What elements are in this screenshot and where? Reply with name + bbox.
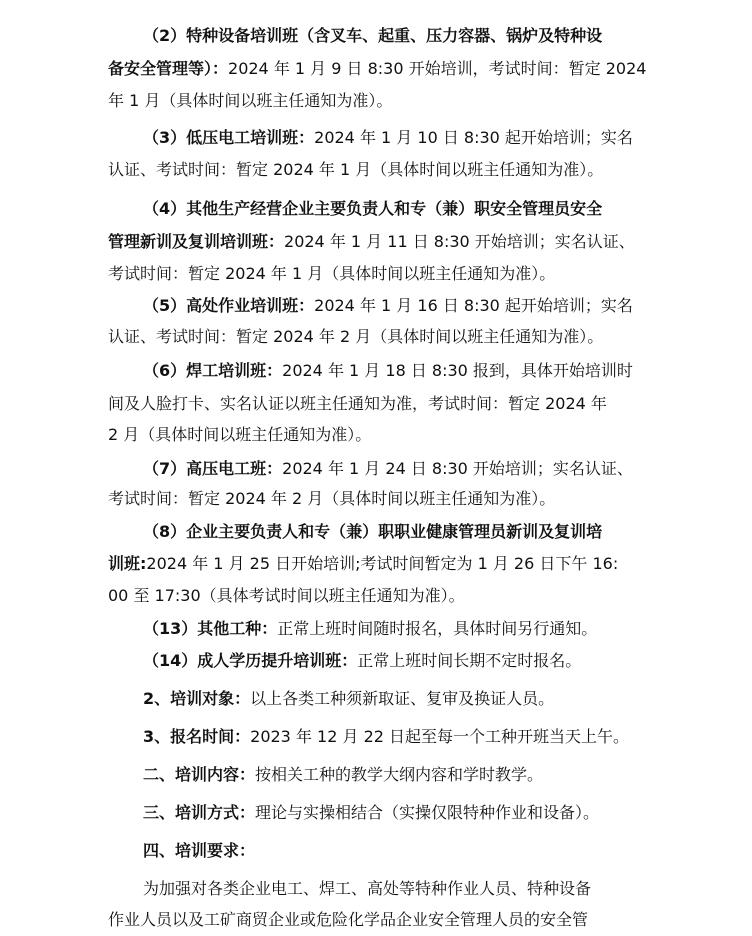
item-3-line-2 <box>108 160 603 180</box>
item-6-text: 2024 年 1 月 18 日 8:30 报到，具体开始培训时 <box>282 361 633 380</box>
section-3-title: 3、报名时间： <box>143 727 251 746</box>
item-6-line-3 <box>108 425 371 445</box>
item-5-line-2 <box>108 327 603 347</box>
item-4-title-cont: 管理新训及复训培训班： <box>108 232 285 251</box>
item-2-text-cont: 年 1 月（具体时间以班主任通知为准）。 <box>108 91 393 110</box>
section-three-line <box>143 803 599 823</box>
section-four-title: 四、培训要求： <box>143 841 256 860</box>
item-13-text: 正常上班时间随时报名，具体时间另行通知。 <box>277 619 598 638</box>
item-6-line-1 <box>143 361 633 381</box>
section-three-title: 三、培训方式： <box>143 803 256 822</box>
item-5-text: 2024 年 1 月 16 日 8:30 起开始培训；实名 <box>314 296 633 315</box>
item-8-line-3 <box>108 586 465 606</box>
item-5-title: （5）高处作业培训班： <box>143 296 315 315</box>
section-two-text: 按相关工种的教学大纲内容和学时教学。 <box>255 765 544 784</box>
item-3-text: 2024 年 1 月 10 日 8:30 起开始培训；实名 <box>314 128 633 147</box>
item-4-line-1 <box>143 199 602 219</box>
item-14-text: 正常上班时间长期不定时报名。 <box>357 651 582 670</box>
section-2-line <box>143 689 554 709</box>
item-8-title: （8）企业主要负责人和专（兼）职职业健康管理员新训及复训培 <box>143 522 603 541</box>
para-line-1 <box>143 879 591 899</box>
item-2-title: （2）特种设备培训班（含叉车、起重、压力容器、锅炉及特种设 <box>143 26 603 45</box>
item-7-line-1 <box>143 459 633 479</box>
item-3-line-1 <box>143 128 633 148</box>
item-8-title-cont: 训班: <box>108 554 147 573</box>
item-14-line <box>143 651 581 671</box>
item-2-line-3 <box>108 91 392 111</box>
item-3-title: （3）低压电工培训班： <box>143 128 315 147</box>
section-3-text: 2023 年 12 月 22 日起至每一个工种开班当天上午。 <box>250 727 630 746</box>
section-2-text: 以上各类工种须新取证、复审及换证人员。 <box>250 689 555 708</box>
item-6-title: （6）焊工培训班： <box>143 361 283 380</box>
section-2-title: 2、培训对象： <box>143 689 251 708</box>
item-5-line-1 <box>143 296 633 316</box>
item-13-line <box>143 619 597 639</box>
item-7-title: （7）高压电工班： <box>143 459 283 478</box>
section-two-title: 二、培训内容： <box>143 765 256 784</box>
item-14-title: （14）成人学历提升培训班： <box>143 651 358 670</box>
section-three-text: 理论与实操相结合（实操仅限特种作业和设备）。 <box>255 803 600 822</box>
item-6-text-cont: 间及人脸打卡、实名认证以班主任通知为准，考试时间：暂定 2024 年 <box>108 394 607 413</box>
section-four-line <box>143 841 255 861</box>
item-8-text-cont: 00 至 17:30（具体考试时间以班主任通知为准）。 <box>108 586 465 605</box>
section-3-line <box>143 727 629 747</box>
section-two-line <box>143 765 543 785</box>
item-2-line-1 <box>143 26 602 46</box>
item-7-text: 2024 年 1 月 24 日 8:30 开始培训；实名认证、 <box>282 459 633 478</box>
item-6-text-end: 2 月（具体时间以班主任通知为准）。 <box>108 425 372 444</box>
item-2-text: 2024 年 1 月 9 日 8:30 开始培训，考试时间：暂定 2024 <box>228 59 647 78</box>
item-8-line-2 <box>108 554 618 574</box>
item-2-title-cont: 备安全管理等）： <box>108 59 229 78</box>
para-text-2: 作业人员以及工矿商贸企业或危险化学品企业安全管理人员的安全管 <box>108 910 589 929</box>
item-4-text: 2024 年 1 月 11 日 8:30 开始培训；实名认证、 <box>284 232 635 251</box>
item-7-text-cont: 考试时间：暂定 2024 年 2 月（具体时间以班主任通知为准）。 <box>108 489 556 508</box>
item-13-title: （13）其他工种： <box>143 619 278 638</box>
item-6-line-2 <box>108 394 607 414</box>
item-7-line-2 <box>108 489 555 509</box>
item-2-line-2 <box>108 59 646 79</box>
item-4-line-3 <box>108 264 555 284</box>
item-8-line-1 <box>143 522 602 542</box>
item-8-text: 2024 年 1 月 25 日开始培训;考试时间暂定为 1 月 26 日下午 16: <box>146 554 619 573</box>
para-line-2 <box>108 910 588 930</box>
item-5-text-cont: 认证、考试时间：暂定 2024 年 2 月（具体时间以班主任通知为准）。 <box>108 327 604 346</box>
item-3-text-cont: 认证、考试时间：暂定 2024 年 1 月（具体时间以班主任通知为准）。 <box>108 160 604 179</box>
item-4-text-cont: 考试时间：暂定 2024 年 1 月（具体时间以班主任通知为准）。 <box>108 264 556 283</box>
para-text-1: 为加强对各类企业电工、焊工、高处等特种作业人员、特种设备 <box>143 879 592 898</box>
item-4-line-2 <box>108 232 635 252</box>
item-4-title: （4）其他生产经营企业主要负责人和专（兼）职安全管理员安全 <box>143 199 603 218</box>
